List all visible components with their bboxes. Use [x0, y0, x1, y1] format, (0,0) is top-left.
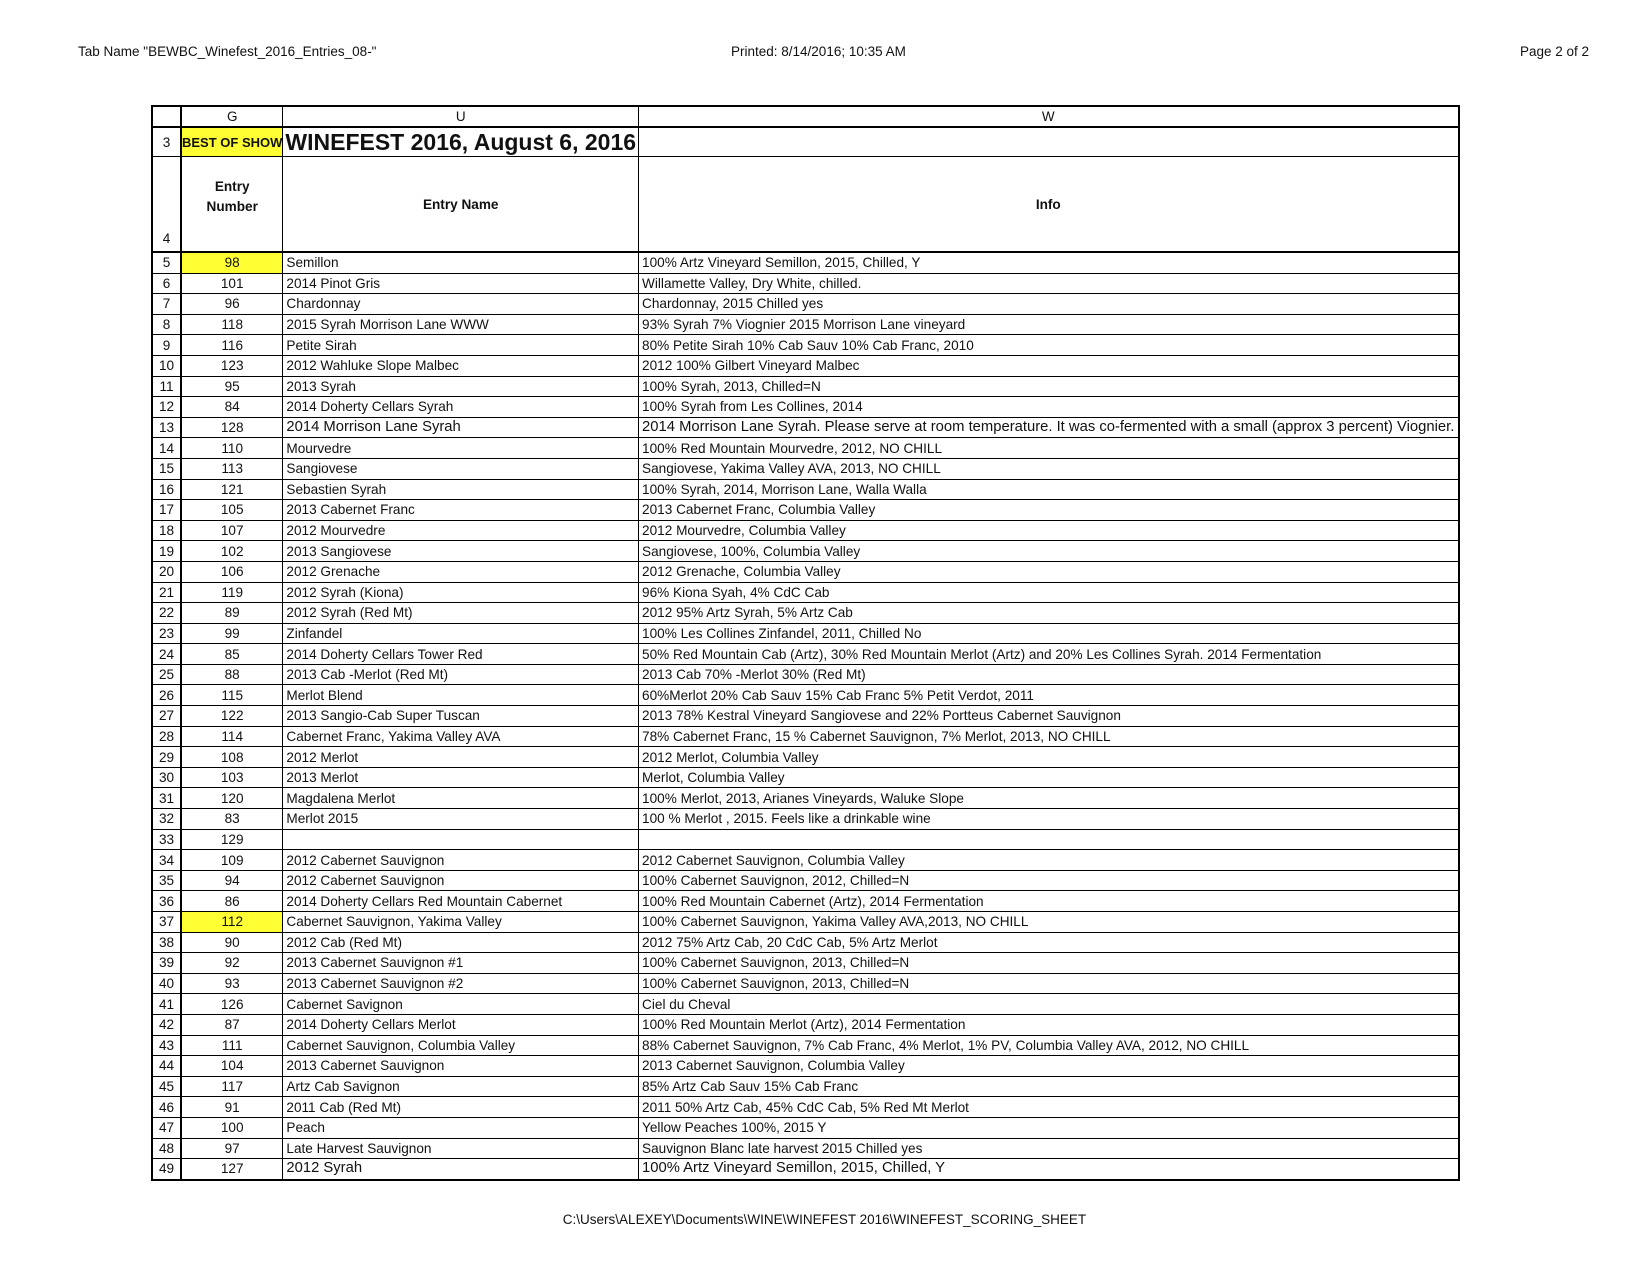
row-number: 5: [152, 252, 181, 273]
entry-name-cell: 2012 Mourvedre: [283, 520, 639, 541]
row-number: 35: [152, 870, 181, 891]
info-cell: 100% Syrah from Les Collines, 2014: [639, 397, 1459, 418]
table-row: [152, 603, 1459, 624]
row-number: 39: [152, 953, 181, 974]
info-cell: 100% Syrah, 2014, Morrison Lane, Walla Walla: [639, 479, 1459, 500]
table-row: [152, 644, 1459, 665]
info-cell: 2012 75% Artz Cab, 20 CdC Cab, 5% Artz Merlot: [639, 932, 1459, 953]
entry-name-cell: Magdalena Merlot: [283, 788, 639, 809]
entry-name-cell: Sangiovese: [283, 458, 639, 479]
info-cell: 2013 Cab 70% -Merlot 30% (Red Mt): [639, 664, 1459, 685]
table-row: [152, 1076, 1459, 1097]
row-number: 37: [152, 912, 181, 933]
info-cell: 2011 50% Artz Cab, 45% CdC Cab, 5% Red Mt Merlot: [639, 1097, 1459, 1118]
best-of-show-badge: BEST OF SHOW: [181, 127, 283, 157]
info-cell: 100% Merlot, 2013, Arianes Vineyards, Waluke Slope: [639, 788, 1459, 809]
table-row: [152, 788, 1459, 809]
table-row: [152, 1014, 1459, 1035]
entry-number-cell: 108: [181, 747, 283, 768]
row-number: 46: [152, 1097, 181, 1118]
row-number: 27: [152, 706, 181, 727]
entry-name-cell: Merlot Blend: [283, 685, 639, 706]
entry-number-cell: 83: [181, 809, 283, 830]
page-number: Page 2 of 2: [1519, 44, 1589, 59]
table-row: [152, 1159, 1459, 1180]
info-cell: Yellow Peaches 100%, 2015 Y: [639, 1117, 1459, 1138]
entry-name-cell: 2012 Grenache: [283, 561, 639, 582]
row-number: 15: [152, 458, 181, 479]
info-cell: 100% Cabernet Sauvignon, 2013, Chilled=N: [639, 953, 1459, 974]
entry-number-cell: 91: [181, 1097, 283, 1118]
info-cell: 2012 Cabernet Sauvignon, Columbia Valley: [639, 850, 1459, 871]
row-number: 4: [152, 157, 181, 253]
entry-number-cell: 127: [181, 1159, 283, 1180]
row-number: 10: [152, 355, 181, 376]
info-cell: 2012 Mourvedre, Columbia Valley: [639, 520, 1459, 541]
table-row: [152, 252, 1459, 273]
entry-name-cell: Peach: [283, 1117, 639, 1138]
info-cell: 2012 Merlot, Columbia Valley: [639, 747, 1459, 768]
table-row: [152, 335, 1459, 356]
entry-number-cell: 87: [181, 1014, 283, 1035]
row-number: 32: [152, 809, 181, 830]
entry-number-cell: 126: [181, 994, 283, 1015]
row-number: 48: [152, 1138, 181, 1159]
entry-name-cell: Cabernet Sauvignon, Columbia Valley: [283, 1035, 639, 1056]
info-cell: 78% Cabernet Franc, 15 % Cabernet Sauvignon, 7% Merlot, 2013, NO CHILL: [639, 726, 1459, 747]
entry-name-cell: 2012 Merlot: [283, 747, 639, 768]
info-cell: 80% Petite Sirah 10% Cab Sauv 10% Cab Franc, 2010: [639, 335, 1459, 356]
info-cell: 85% Artz Cab Sauv 15% Cab Franc: [639, 1076, 1459, 1097]
info-cell: 2012 Grenache, Columbia Valley: [639, 561, 1459, 582]
info-cell: 100% Les Collines Zinfandel, 2011, Chilled No: [639, 623, 1459, 644]
header-row: [152, 157, 1459, 253]
row-number: 43: [152, 1035, 181, 1056]
row-number: 9: [152, 335, 181, 356]
entry-number-cell: 115: [181, 685, 283, 706]
column-header-g: G: [181, 106, 283, 127]
info-cell: 100% Artz Vineyard Semillon, 2015, Chilled, Y: [639, 252, 1459, 273]
entry-number-cell: 99: [181, 623, 283, 644]
entry-number-cell: 113: [181, 458, 283, 479]
row-number: 40: [152, 973, 181, 994]
info-cell: 100% Artz Vineyard Semillon, 2015, Chilled, Y: [639, 1159, 1459, 1180]
row-number: 47: [152, 1117, 181, 1138]
row-number: 19: [152, 541, 181, 562]
table-row: [152, 932, 1459, 953]
entry-name-cell: 2013 Syrah: [283, 376, 639, 397]
entry-number-cell: 88: [181, 664, 283, 685]
row-number: 28: [152, 726, 181, 747]
table-row: [152, 685, 1459, 706]
entry-number-cell: 103: [181, 767, 283, 788]
entry-number-cell: 129: [181, 829, 283, 850]
table-row: [152, 294, 1459, 315]
row-number: 38: [152, 932, 181, 953]
info-cell: Sangiovese, 100%, Columbia Valley: [639, 541, 1459, 562]
entry-number-cell: 105: [181, 500, 283, 521]
row-number: 30: [152, 767, 181, 788]
corner-cell: [152, 106, 181, 127]
table-row: [152, 438, 1459, 459]
row-number: 25: [152, 664, 181, 685]
table-row: [152, 376, 1459, 397]
entry-number-cell: 96: [181, 294, 283, 315]
table-row: [152, 1056, 1459, 1077]
row-number: 22: [152, 603, 181, 624]
table-row: [152, 706, 1459, 727]
entry-name-cell: 2012 Syrah (Kiona): [283, 582, 639, 603]
table-row: [152, 417, 1459, 438]
table-row: [152, 912, 1459, 933]
info-cell: 60%Merlot 20% Cab Sauv 15% Cab Franc 5% Petit Verdot, 2011: [639, 685, 1459, 706]
entry-name-cell: 2013 Cabernet Franc: [283, 500, 639, 521]
entry-name-cell: [283, 829, 639, 850]
row-number: 36: [152, 891, 181, 912]
table-row: [152, 809, 1459, 830]
row-number: 23: [152, 623, 181, 644]
entry-name-cell: Artz Cab Savignon: [283, 1076, 639, 1097]
entry-number-cell: 118: [181, 314, 283, 335]
table-row: [152, 582, 1459, 603]
entry-number-cell: 90: [181, 932, 283, 953]
table-row: [152, 891, 1459, 912]
table-row: [152, 355, 1459, 376]
table-row: [152, 664, 1459, 685]
row-number: 13: [152, 417, 181, 438]
info-cell: 2012 95% Artz Syrah, 5% Artz Cab: [639, 603, 1459, 624]
row-number: 16: [152, 479, 181, 500]
entry-name-cell: 2013 Cab -Merlot (Red Mt): [283, 664, 639, 685]
empty-cell: [639, 127, 1459, 157]
title-row: [152, 127, 1459, 157]
entry-name-cell: 2014 Doherty Cellars Merlot: [283, 1014, 639, 1035]
table-row: [152, 1035, 1459, 1056]
column-header-u: U: [283, 106, 639, 127]
row-number: 20: [152, 561, 181, 582]
info-cell: 100% Cabernet Sauvignon, 2013, Chilled=N: [639, 973, 1459, 994]
entry-name-cell: 2013 Sangio-Cab Super Tuscan: [283, 706, 639, 727]
entry-name-cell: 2012 Cabernet Sauvignon: [283, 870, 639, 891]
table-row: [152, 1097, 1459, 1118]
info-cell: Sangiovese, Yakima Valley AVA, 2013, NO CHILL: [639, 458, 1459, 479]
entry-name-cell: 2014 Doherty Cellars Red Mountain Cabernet: [283, 891, 639, 912]
table-row: [152, 541, 1459, 562]
table-row: [152, 520, 1459, 541]
entry-name-cell: Cabernet Savignon: [283, 994, 639, 1015]
entry-name-cell: 2013 Sangiovese: [283, 541, 639, 562]
table-row: [152, 767, 1459, 788]
info-cell: 2014 Morrison Lane Syrah. Please serve at room temperature. It was co-fermented with a small (approx 3 percent) Viognier.: [639, 417, 1459, 438]
row-number: 6: [152, 273, 181, 294]
row-number: 34: [152, 850, 181, 871]
info-cell: 93% Syrah 7% Viognier 2015 Morrison Lane vineyard: [639, 314, 1459, 335]
row-number: 18: [152, 520, 181, 541]
entries-table: [151, 105, 1460, 1181]
entry-name-cell: 2013 Cabernet Sauvignon #2: [283, 973, 639, 994]
info-cell: 100% Cabernet Sauvignon, 2012, Chilled=N: [639, 870, 1459, 891]
row-number: 14: [152, 438, 181, 459]
column-header-row: [152, 106, 1459, 127]
row-number: 45: [152, 1076, 181, 1097]
info-header: Info: [639, 157, 1459, 253]
entry-number-cell: 95: [181, 376, 283, 397]
entry-number-cell: 102: [181, 541, 283, 562]
entry-number-cell: 119: [181, 582, 283, 603]
info-cell: 96% Kiona Syah, 4% CdC Cab: [639, 582, 1459, 603]
info-cell: 2013 78% Kestral Vineyard Sangiovese and 22% Portteus Cabernet Sauvignon: [639, 706, 1459, 727]
entry-number-cell: 111: [181, 1035, 283, 1056]
row-number: 7: [152, 294, 181, 315]
table-row: [152, 397, 1459, 418]
entry-name-cell: Cabernet Sauvignon, Yakima Valley: [283, 912, 639, 933]
entry-number-cell: 85: [181, 644, 283, 665]
row-number: 21: [152, 582, 181, 603]
entry-name-cell: 2012 Syrah (Red Mt): [283, 603, 639, 624]
table-row: [152, 314, 1459, 335]
entry-number-cell: 117: [181, 1076, 283, 1097]
info-cell: Merlot, Columbia Valley: [639, 767, 1459, 788]
tab-name-header: Tab Name "BEWBC_Winefest_2016_Entries_08-": [78, 44, 377, 59]
info-cell: Willamette Valley, Dry White, chilled.: [639, 273, 1459, 294]
entry-name-cell: Sebastien Syrah: [283, 479, 639, 500]
row-number: 11: [152, 376, 181, 397]
entry-number-cell: 104: [181, 1056, 283, 1077]
entry-number-cell: 114: [181, 726, 283, 747]
table-row: [152, 850, 1459, 871]
entry-name-cell: 2013 Cabernet Sauvignon #1: [283, 953, 639, 974]
table-row: [152, 747, 1459, 768]
entry-name-cell: Mourvedre: [283, 438, 639, 459]
info-cell: 2012 100% Gilbert Vineyard Malbec: [639, 355, 1459, 376]
file-path-footer: C:\Users\ALEXEY\Documents\WINE\WINEFEST 2016\WINEFEST_SCORING_SHEET: [562, 1212, 1087, 1227]
row-number: 3: [152, 127, 181, 157]
entry-number-cell: 84: [181, 397, 283, 418]
entry-number-header-line2: Number: [206, 199, 258, 214]
info-cell: 2013 Cabernet Sauvignon, Columbia Valley: [639, 1056, 1459, 1077]
entry-number-cell: 128: [181, 417, 283, 438]
entry-number-cell: 106: [181, 561, 283, 582]
row-number: 49: [152, 1159, 181, 1180]
entry-name-cell: 2014 Pinot Gris: [283, 273, 639, 294]
row-number: 17: [152, 500, 181, 521]
entry-number-cell: 110: [181, 438, 283, 459]
table-row: [152, 994, 1459, 1015]
printed-timestamp: Printed: 8/14/2016; 10:35 AM: [731, 44, 906, 59]
row-number: 12: [152, 397, 181, 418]
column-header-w: W: [639, 106, 1459, 127]
entry-number-cell: 86: [181, 891, 283, 912]
info-cell: Sauvignon Blanc late harvest 2015 Chilled yes: [639, 1138, 1459, 1159]
entry-number-cell: 93: [181, 973, 283, 994]
table-row: [152, 500, 1459, 521]
info-cell: 100% Red Mountain Merlot (Artz), 2014 Fermentation: [639, 1014, 1459, 1035]
table-row: [152, 561, 1459, 582]
table-row: [152, 479, 1459, 500]
info-cell: 100% Red Mountain Mourvedre, 2012, NO CHILL: [639, 438, 1459, 459]
entry-number-cell: 122: [181, 706, 283, 727]
sheet-title: WINEFEST 2016, August 6, 2016: [283, 127, 639, 157]
entry-number-cell: 101: [181, 273, 283, 294]
entry-number-cell: 92: [181, 953, 283, 974]
entry-number-cell: 100: [181, 1117, 283, 1138]
entry-number-header: [181, 157, 283, 253]
info-cell: 2013 Cabernet Franc, Columbia Valley: [639, 500, 1459, 521]
info-cell: 100% Cabernet Sauvignon, Yakima Valley AVA,2013, NO CHILL: [639, 912, 1459, 933]
entry-number-cell: 120: [181, 788, 283, 809]
row-number: 31: [152, 788, 181, 809]
table-row: [152, 1138, 1459, 1159]
entry-name-cell: 2014 Doherty Cellars Tower Red: [283, 644, 639, 665]
row-number: 8: [152, 314, 181, 335]
entry-name-cell: Petite Sirah: [283, 335, 639, 356]
entry-number-cell: 116: [181, 335, 283, 356]
entry-number-cell: 123: [181, 355, 283, 376]
entry-number-cell: 109: [181, 850, 283, 871]
entries-body: [152, 252, 1459, 1180]
entry-number-header-line1: Entry: [214, 179, 250, 194]
table-row: [152, 726, 1459, 747]
entry-name-cell: 2014 Morrison Lane Syrah: [283, 417, 639, 438]
entry-name-cell: Late Harvest Sauvignon: [283, 1138, 639, 1159]
info-cell: 100 % Merlot , 2015. Feels like a drinkable wine: [639, 809, 1459, 830]
entry-name-cell: Merlot 2015: [283, 809, 639, 830]
entry-number-cell: 97: [181, 1138, 283, 1159]
entry-number-cell: 107: [181, 520, 283, 541]
entry-name-cell: Cabernet Franc, Yakima Valley AVA: [283, 726, 639, 747]
entry-name-cell: 2012 Cab (Red Mt): [283, 932, 639, 953]
table-row: [152, 870, 1459, 891]
info-cell: Ciel du Cheval: [639, 994, 1459, 1015]
table-row: [152, 829, 1459, 850]
row-number: 33: [152, 829, 181, 850]
row-number: 42: [152, 1014, 181, 1035]
table-row: [152, 953, 1459, 974]
info-cell: 50% Red Mountain Cab (Artz), 30% Red Mountain Merlot (Artz) and 20% Les Collines Syrah. 2014 Fermentation: [639, 644, 1459, 665]
entry-number-cell: 94: [181, 870, 283, 891]
entry-name-cell: 2014 Doherty Cellars Syrah: [283, 397, 639, 418]
entry-number-cell: 112: [181, 912, 283, 933]
table-row: [152, 1117, 1459, 1138]
table-row: [152, 273, 1459, 294]
entry-name-cell: 2011 Cab (Red Mt): [283, 1097, 639, 1118]
table-row: [152, 973, 1459, 994]
entry-number-cell: 89: [181, 603, 283, 624]
info-cell: 88% Cabernet Sauvignon, 7% Cab Franc, 4% Merlot, 1% PV, Columbia Valley AVA, 2012, NO CHILL: [639, 1035, 1459, 1056]
info-cell: 100% Red Mountain Cabernet (Artz), 2014 Fermentation: [639, 891, 1459, 912]
entry-name-cell: 2012 Syrah: [283, 1159, 639, 1180]
info-cell: Chardonnay, 2015 Chilled yes: [639, 294, 1459, 315]
entry-name-cell: 2015 Syrah Morrison Lane WWW: [283, 314, 639, 335]
row-number: 41: [152, 994, 181, 1015]
table-row: [152, 623, 1459, 644]
entry-name-cell: Zinfandel: [283, 623, 639, 644]
entry-number-cell: 121: [181, 479, 283, 500]
row-number: 24: [152, 644, 181, 665]
entry-name-cell: Semillon: [283, 252, 639, 273]
row-number: 26: [152, 685, 181, 706]
row-number: 44: [152, 1056, 181, 1077]
entry-name-cell: 2013 Merlot: [283, 767, 639, 788]
entry-name-header: Entry Name: [283, 157, 639, 253]
entry-name-cell: Chardonnay: [283, 294, 639, 315]
entry-name-cell: 2012 Wahluke Slope Malbec: [283, 355, 639, 376]
row-number: 29: [152, 747, 181, 768]
info-cell: 100% Syrah, 2013, Chilled=N: [639, 376, 1459, 397]
table-row: [152, 458, 1459, 479]
entry-number-cell: 98: [181, 252, 283, 273]
entry-name-cell: 2012 Cabernet Sauvignon: [283, 850, 639, 871]
info-cell: [639, 829, 1459, 850]
entry-name-cell: 2013 Cabernet Sauvignon: [283, 1056, 639, 1077]
